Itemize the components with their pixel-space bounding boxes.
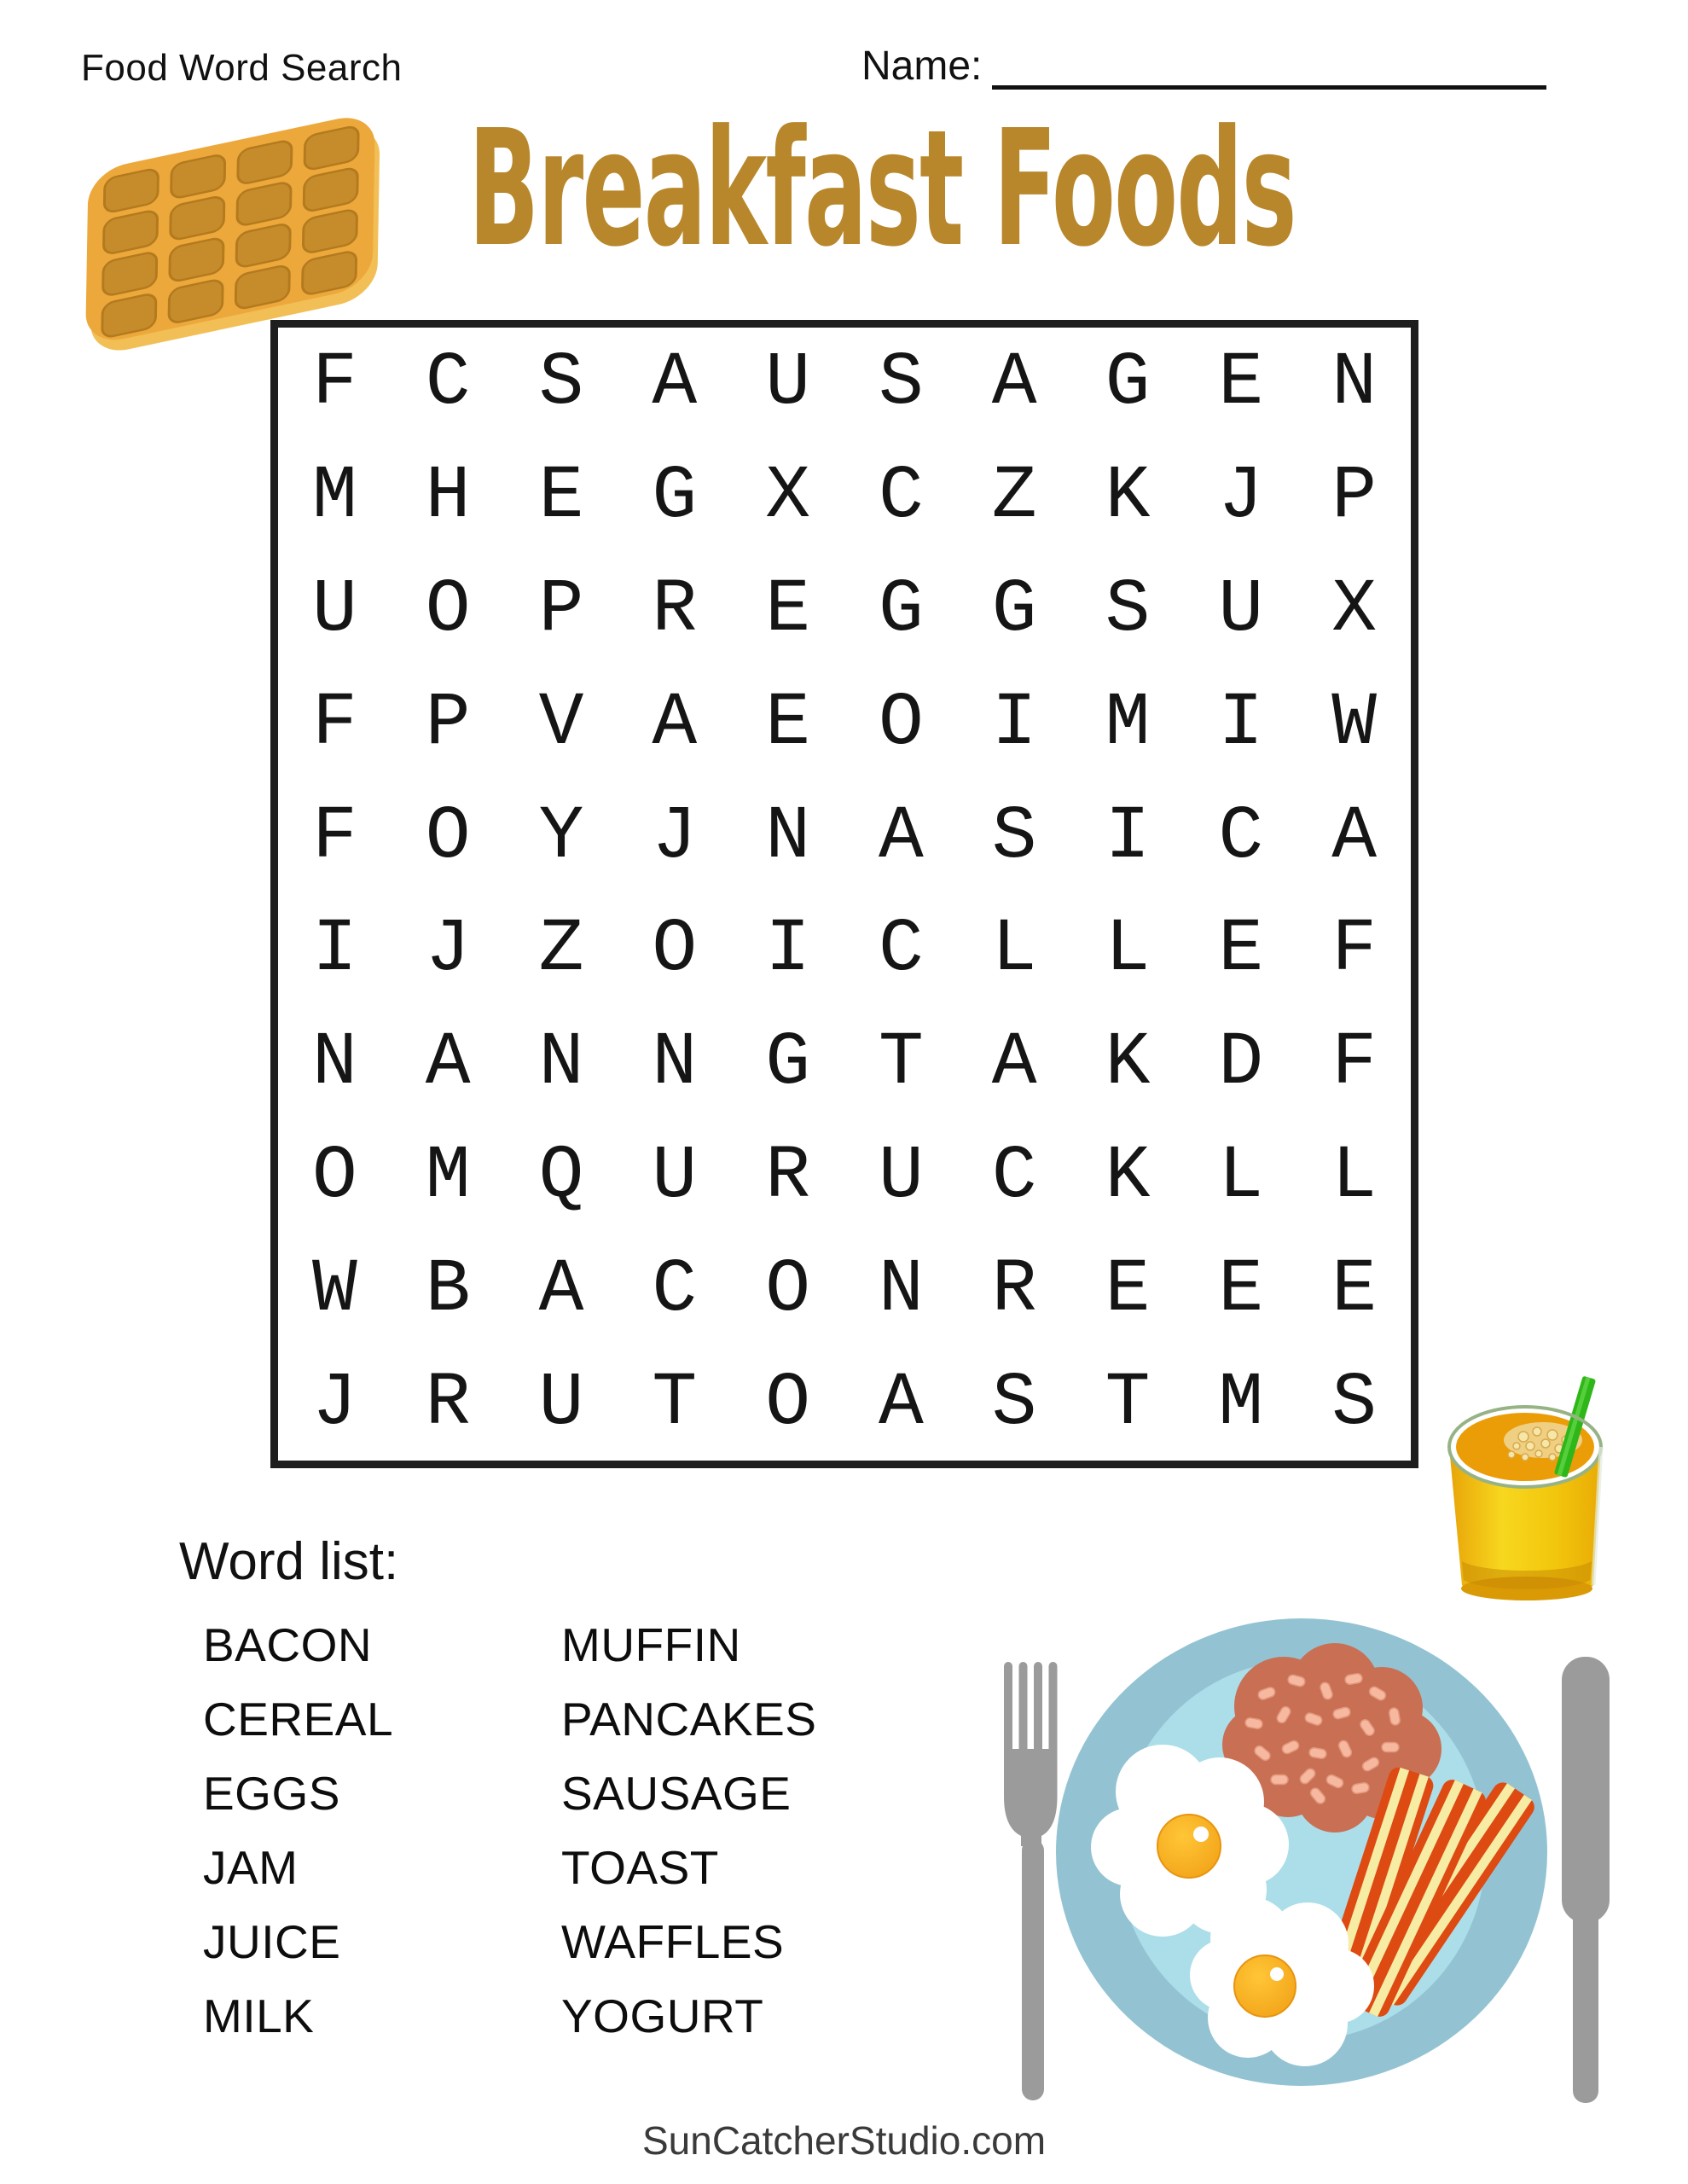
grid-letter-r1c3: S xyxy=(538,341,584,427)
grid-letter-r9c5: O xyxy=(765,1247,810,1333)
grid-letter-r10c8: T xyxy=(1105,1361,1151,1446)
grid-letter-r1c1: F xyxy=(311,341,357,427)
grid-letter-r9c1: W xyxy=(311,1247,357,1333)
grid-letter-r4c8: M xyxy=(1105,681,1151,766)
word-list-column-2 xyxy=(561,1618,816,2063)
grid-letter-r9c3: A xyxy=(538,1247,584,1333)
grid-letter-r7c5: G xyxy=(765,1021,810,1107)
word-search-grid xyxy=(270,320,1418,1468)
fork-icon xyxy=(1004,1662,1058,2100)
grid-letter-r6c8: L xyxy=(1105,908,1151,993)
grid-letter-r10c1: J xyxy=(311,1361,357,1446)
grid-letter-r9c4: C xyxy=(652,1247,698,1333)
grid-letter-r9c2: B xyxy=(425,1247,471,1333)
grid-letter-r8c5: R xyxy=(765,1134,810,1219)
grid-letter-r7c10: F xyxy=(1331,1021,1377,1107)
footer-credit: SunCatcherStudio.com xyxy=(641,2118,1047,2163)
grid-letter-r4c2: P xyxy=(425,681,471,766)
grid-letter-r10c9: M xyxy=(1218,1361,1264,1446)
grid-letter-r4c3: V xyxy=(538,681,584,766)
grid-letter-r3c4: R xyxy=(652,567,698,653)
grid-letter-r8c10: L xyxy=(1331,1134,1377,1219)
grid-letter-r3c9: U xyxy=(1218,567,1264,653)
grid-letter-r1c8: G xyxy=(1105,341,1151,427)
grid-letter-r2c7: Z xyxy=(991,455,1037,540)
grid-letter-r4c4: A xyxy=(652,681,698,766)
grid-letter-r2c10: P xyxy=(1331,455,1377,540)
grid-letter-r3c2: O xyxy=(425,567,471,653)
word-list-item: PANCAKES xyxy=(561,1693,817,1745)
grid-letter-r8c9: L xyxy=(1218,1134,1264,1219)
word-list-item: JAM xyxy=(203,1841,299,1894)
grid-letter-r4c9: I xyxy=(1218,681,1264,766)
name-write-in-line xyxy=(992,50,1546,90)
egg-yolk xyxy=(1234,1955,1296,2017)
grid-letter-r10c5: O xyxy=(765,1361,810,1446)
grid-letter-r5c7: S xyxy=(991,794,1037,880)
grid-letter-r2c2: H xyxy=(425,455,471,540)
egg-yolk xyxy=(1157,1815,1221,1878)
grid-letter-r2c9: J xyxy=(1218,455,1264,540)
grid-letter-r8c4: U xyxy=(652,1134,698,1219)
juice-glass-icon xyxy=(1441,1365,1612,1614)
grid-letter-r3c5: E xyxy=(765,567,810,653)
grid-letter-r8c6: U xyxy=(878,1134,924,1219)
grid-letter-r4c6: O xyxy=(878,681,924,766)
word-list-item: CEREAL xyxy=(203,1693,394,1745)
grid-letter-r6c10: F xyxy=(1331,908,1377,993)
grid-letter-r6c1: I xyxy=(311,908,357,993)
grid-letter-r5c5: N xyxy=(765,794,810,880)
grid-letter-r8c1: O xyxy=(311,1134,357,1219)
grid-letter-r1c5: U xyxy=(765,341,810,427)
worksheet-category-label: Food Word Search xyxy=(81,47,403,89)
grid-letter-r2c3: E xyxy=(538,455,584,540)
name-field-row xyxy=(861,43,1546,90)
grid-letter-r5c9: C xyxy=(1218,794,1264,880)
word-list-column-1 xyxy=(203,1618,561,2063)
grid-letter-r9c8: E xyxy=(1105,1247,1151,1333)
grid-letter-r6c5: I xyxy=(765,908,810,993)
grid-letter-r3c6: G xyxy=(878,567,924,653)
grid-letter-r2c5: X xyxy=(765,455,810,540)
grid-letter-r1c2: C xyxy=(425,341,471,427)
grid-letter-r9c7: R xyxy=(991,1247,1037,1333)
grid-letter-r10c7: S xyxy=(991,1361,1037,1446)
grid-letter-r10c6: A xyxy=(878,1361,924,1446)
grid-letter-r3c3: P xyxy=(538,567,584,653)
grid-letter-r8c7: C xyxy=(991,1134,1037,1219)
grid-letter-r7c7: A xyxy=(991,1021,1037,1107)
name-label: Name: xyxy=(861,44,983,89)
grid-letter-r7c1: N xyxy=(311,1021,357,1107)
grid-letter-r7c6: T xyxy=(878,1021,924,1107)
grid-letter-r5c3: Y xyxy=(538,794,584,880)
grid-letter-r4c5: E xyxy=(765,681,810,766)
grid-letter-r3c8: S xyxy=(1105,567,1151,653)
grid-letter-r6c6: C xyxy=(878,908,924,993)
grid-letter-r8c8: K xyxy=(1105,1134,1151,1219)
knife-icon xyxy=(1562,1657,1610,2103)
grid-letter-r10c4: T xyxy=(652,1361,698,1446)
grid-letter-r6c7: L xyxy=(991,908,1037,993)
grid-letter-r8c2: M xyxy=(425,1134,471,1219)
word-list-item: BACON xyxy=(203,1618,373,1671)
grid-letter-r2c8: K xyxy=(1105,455,1151,540)
grid-letter-r7c2: A xyxy=(425,1021,471,1107)
grid-letter-r1c10: N xyxy=(1331,341,1377,427)
grid-letter-r7c9: D xyxy=(1218,1021,1264,1107)
grid-letter-r6c4: O xyxy=(652,908,698,993)
grid-letter-r1c9: E xyxy=(1218,341,1264,427)
page-title: Breakfast Foods xyxy=(467,96,1296,282)
word-list-item: EGGS xyxy=(203,1767,340,1820)
grid-letter-r2c1: M xyxy=(311,455,357,540)
waffle-icon xyxy=(36,101,420,357)
grid-letter-r2c6: C xyxy=(878,455,924,540)
grid-letter-r1c6: S xyxy=(878,341,924,427)
grid-letter-r5c1: F xyxy=(311,794,357,880)
grid-letter-r3c10: X xyxy=(1331,567,1377,653)
grid-letter-r1c7: A xyxy=(991,341,1037,427)
grid-letter-r4c1: F xyxy=(311,681,357,766)
word-list-item: MILK xyxy=(203,1989,315,2042)
grid-letter-r9c10: E xyxy=(1331,1247,1377,1333)
word-list-section xyxy=(179,1531,816,2063)
grid-letter-r9c9: E xyxy=(1218,1247,1264,1333)
breakfast-plate-icon xyxy=(951,1612,1685,2163)
grid-letter-r10c2: R xyxy=(425,1361,471,1446)
word-list-heading: Word list: xyxy=(179,1532,399,1591)
word-list-item: WAFFLES xyxy=(561,1915,785,1968)
grid-letter-r9c6: N xyxy=(878,1247,924,1333)
word-list-item: JUICE xyxy=(203,1915,341,1968)
grid-letter-r5c8: I xyxy=(1105,794,1151,880)
word-list-columns xyxy=(203,1618,816,2063)
grid-letter-r3c7: G xyxy=(991,567,1037,653)
grid-letter-r6c3: Z xyxy=(538,908,584,993)
grid-letter-r1c4: A xyxy=(652,341,698,427)
grid-letter-r7c4: N xyxy=(652,1021,698,1107)
grid-letter-r5c6: A xyxy=(878,794,924,880)
grid-letter-r5c10: A xyxy=(1331,794,1377,880)
grid-letter-r7c8: K xyxy=(1105,1021,1151,1107)
grid-letter-r6c9: E xyxy=(1218,908,1264,993)
grid-letter-r2c4: G xyxy=(652,455,698,540)
grid-letter-r10c10: S xyxy=(1331,1361,1377,1446)
grid-letter-r8c3: Q xyxy=(538,1134,584,1219)
grid-letter-r4c7: I xyxy=(991,681,1037,766)
grid-letter-r10c3: U xyxy=(538,1361,584,1446)
word-list-item: TOAST xyxy=(561,1841,719,1894)
grid-letter-r4c10: W xyxy=(1331,681,1377,766)
grid-letter-r7c3: N xyxy=(538,1021,584,1107)
word-list-item: MUFFIN xyxy=(561,1618,741,1671)
word-list-item: YOGURT xyxy=(561,1989,764,2042)
grid-letter-r6c2: J xyxy=(425,908,471,993)
grid-letter-r5c2: O xyxy=(425,794,471,880)
grid-letter-r3c1: U xyxy=(311,567,357,653)
word-list-item: SAUSAGE xyxy=(561,1767,792,1820)
grid-letter-r5c4: J xyxy=(652,794,698,880)
